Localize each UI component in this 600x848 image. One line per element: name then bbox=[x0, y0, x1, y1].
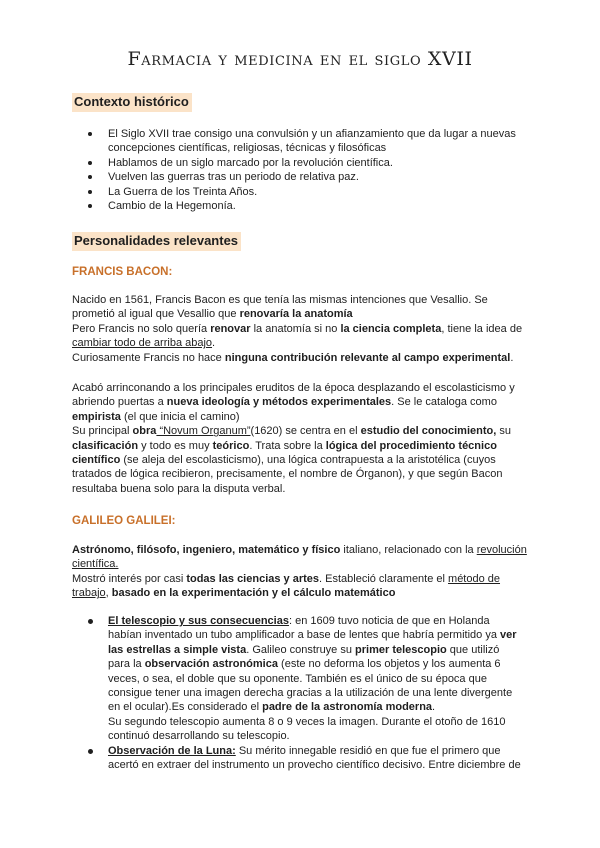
bacon-paragraph-1: Nacido en 1561, Francis Bacon es que tenía las mismas intenciones que Vesallio. Se prometió al igual que Vesallio que renovaría la anatomía Pero Francis no solo quería renovar la anatomía si no la ciencia completa, tiene la idea de cambiar todo de arriba abajo. Curiosamente Francis no hace ninguna contribución relevante al campo experimental. bbox=[72, 294, 523, 364]
bacon-paragraph-2: Acabó arrinconando a los principales eruditos de la época desplazando el escolasticismo y abriendo puertas a nueva ideología y métodos experimentales. Se le cataloga como empirista (el que inicia el camino) Su principal obra “Novum Organum”(1620) se centra en el estudio del conocimiento, su clasificación y todo es muy teórico. Trata sobre la lógica del procedimiento técnico científico (se aleja del escolasticismo), una lógica contrapuesta a la aristotélica (cuyos tratados de lógica recibieron, precisamente, el nombre de Órganon), y que según Bacon resultaba buena solo para la disputa verbal. bbox=[72, 382, 515, 495]
list-item: Hablamos de un siglo marcado por la revolución científica. bbox=[72, 156, 522, 170]
bullet-icon bbox=[88, 132, 92, 136]
galileo-paragraph: Astrónomo, filósofo, ingeniero, matemático y físico italiano, relacionado con la revolución científica. Mostró interés por casi todas las ciencias y artes. Estableció claramente el método de trabajo, basado en la experimentación y el cálculo matemático bbox=[72, 544, 527, 600]
list-item: La Guerra de los Treinta Años. bbox=[72, 185, 522, 199]
bullet-icon bbox=[88, 204, 92, 208]
list-item: El telescopio y sus consecuencias: en 1609 tuvo noticia de que en Holanda habían inventado un tubo amplificador a base de lentes que habría permitido ya ver las estrellas a simple vista. Galileo construye su primer telescopio que utilizó para la observación astronómica (este no deforma los objetos y los aumenta 6 veces, o sea, el doble que su oponente. También es el único de su época que consigue tener una imagen derecha gracias a la utilización de una lente divergente en el ocular).Es considerado el padre de la astronomía moderna. Su segundo telescopio aumenta 8 o 9 veces la imagen. Durante el otoño de 1610 continuó desarrollando su telescopio. bbox=[72, 614, 522, 744]
bullet-icon bbox=[88, 619, 93, 624]
contexto-list bbox=[72, 127, 522, 213]
list-item: Vuelven las guerras tras un periodo de relativa paz. bbox=[72, 170, 522, 184]
section-heading-personalidades: Personalidades relevantes bbox=[72, 232, 241, 251]
bullet-icon bbox=[88, 749, 93, 754]
list-item: El Siglo XVII trae consigo una convulsión y un afianzamiento que da lugar a nuevas concepciones científicas, religiosas, técnicas y filosóficas bbox=[72, 127, 522, 156]
bullet-icon bbox=[88, 175, 92, 179]
section-heading-contexto: Contexto histórico bbox=[72, 93, 192, 112]
bullet-icon bbox=[88, 190, 92, 194]
list-item: Observación de la Luna: Su mérito innegable residió en que fue el primero que acertó en extraer del instrumento un provecho científico decisivo. Entre diciembre de bbox=[72, 744, 522, 773]
galileo-list bbox=[72, 614, 522, 772]
list-item: Cambio de la Hegemonía. bbox=[72, 199, 522, 213]
bullet-icon bbox=[88, 161, 92, 165]
subheading-francis-bacon: FRANCIS BACON: bbox=[72, 266, 173, 278]
page-title: Farmacia y medicina en el siglo XVII bbox=[127, 48, 473, 70]
subheading-galileo-galilei: GALILEO GALILEI: bbox=[72, 515, 176, 527]
